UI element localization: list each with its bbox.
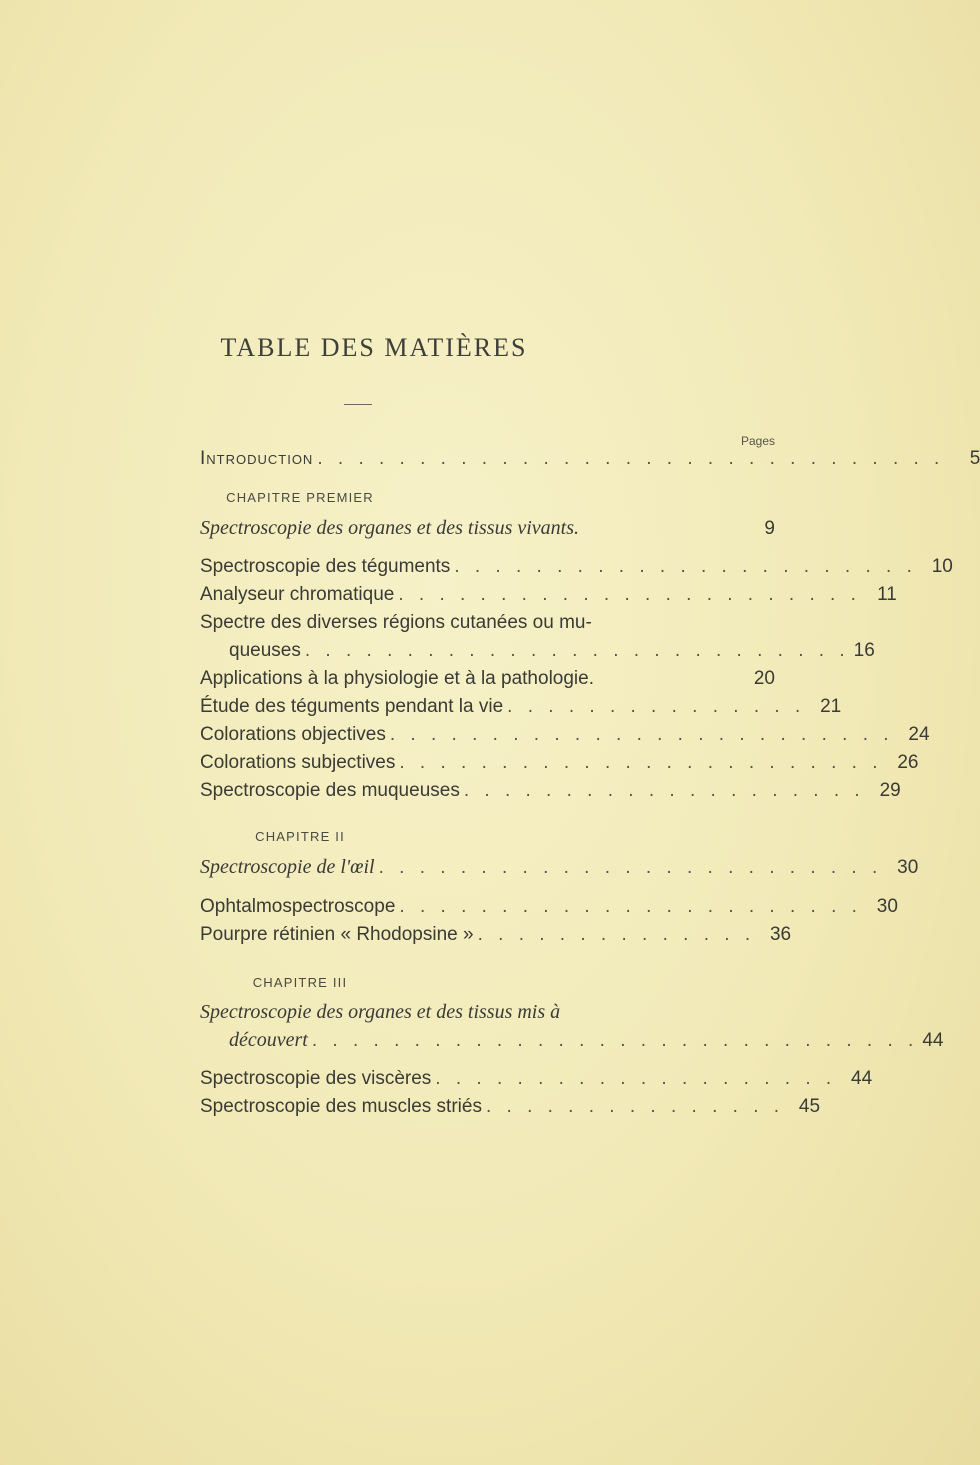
chapter-heading: CHAPITRE II [255,829,345,844]
toc-entry [200,924,792,952]
leader-dots: . . . . . . . . . . . . . . . . . . . . [463,780,865,801]
toc-entry [200,780,901,808]
toc-section-label: Spectroscopie des organes et des tissus vivants. [200,517,580,539]
toc-section-label: Spectroscopie de l'œil [200,856,375,878]
leader-dots: . . . . . . . . . . . . . . [477,924,756,945]
toc-entry-page: 20 [753,668,775,689]
toc-entry-page: 16 [853,640,875,661]
toc-entry-page: 30 [876,896,898,917]
toc-entry [200,1068,873,1096]
toc-entry [200,612,775,640]
toc-section [200,517,775,545]
toc-entry-label: Spectroscopie des muscles striés [200,1096,482,1117]
toc-entry-label: Spectroscopie des téguments [200,556,451,577]
toc-entry-page: 11 [877,584,897,605]
toc-entry-label: Colorations objectives [200,724,386,745]
leader-dots: . . . . . . . . . . . . . . . . . . . . . . . . [399,752,883,773]
toc-entry-page: 5 [969,448,980,469]
toc-section-label: Spectroscopie des organes et des tissus mis à [200,1001,561,1023]
pages-column-header: Pages [740,434,775,448]
toc-entry-page: 21 [820,696,842,717]
toc-entry-page: 29 [879,780,901,801]
toc-entry-label: Introduction [200,448,314,469]
toc-section-continued [229,1029,944,1057]
toc-entry-continued [229,640,875,668]
leader-dots: . . . . . . . . . . . . . . . [507,696,806,717]
toc-entry-introduction [200,448,980,476]
leader-dots: . . . . . . . . . . . . . . . . . . . . . . . [454,556,917,577]
leader-dots: . . . . . . . . . . . . . . . . . . . . . . . [399,896,862,917]
toc-entry [200,752,919,780]
toc-entry [200,896,898,924]
toc-entry-label: Pourpre rétinien « Rhodopsine » [200,924,474,945]
toc-section-page: 44 [922,1030,944,1051]
toc-entry [200,584,897,612]
toc-entry [200,556,953,584]
toc-entry [200,1096,821,1124]
toc-entry-label: Spectroscopie des muqueuses [200,780,460,801]
toc-entry [200,668,775,696]
toc-section-page: 30 [897,857,919,878]
toc-entry [200,696,842,724]
toc-entry-label: Analyseur chromatique [200,584,395,605]
leader-dots: . . . . . . . . . . . . . . . [485,1096,785,1117]
toc-entry-page: 36 [769,924,792,945]
title-rule [344,404,372,405]
toc-section-label: découvert [229,1029,308,1051]
toc-section [200,856,919,884]
toc-entry-page: 24 [908,724,930,745]
toc-entry [200,724,930,752]
toc-entry-page: 26 [897,752,919,773]
toc-entry-page: 10 [931,556,953,577]
toc-section-line1 [200,1001,775,1029]
leader-dots: . . . . . . . . . . . . . . . . . . . . . . . . . . . . . . . [317,448,945,469]
toc-entry-label: Applications à la physiologie et à la pathologie. [200,668,594,689]
toc-entry-label: Ophtalmospectroscope [200,896,396,917]
leader-dots: . . . . . . . . . . . . . . . . . . . . . . . . . [389,724,894,745]
leader-dots: . . . . . . . . . . . . . . . . . . . . [435,1068,837,1089]
leader-dots: . . . . . . . . . . . . . . . . . . . . . . . . . . . [304,640,850,661]
toc-section-page: 9 [764,518,775,539]
toc-entry-label: Spectre des diverses régions cutanées ou mu- [200,612,592,633]
leader-dots: . . . . . . . . . . . . . . . . . . . . . . . . . [378,857,883,878]
toc-entry-page: 44 [851,1068,873,1089]
toc-entry-label: queuses [229,640,301,661]
toc-entry-page: 45 [798,1096,821,1117]
toc-entry-label: Spectroscopie des viscères [200,1068,432,1089]
page-title: TABLE DES MATIÈRES [220,333,528,362]
toc-entry-label: Étude des téguments pendant la vie [200,696,504,717]
chapter-heading: CHAPITRE PREMIER [226,490,374,505]
leader-dots: . . . . . . . . . . . . . . . . . . . . . . . [398,584,861,605]
toc-entry-label: Colorations subjectives [200,752,396,773]
chapter-heading: CHAPITRE III [252,975,348,990]
leader-dots: . . . . . . . . . . . . . . . . . . . . . . . . . . . . . . [311,1030,919,1051]
